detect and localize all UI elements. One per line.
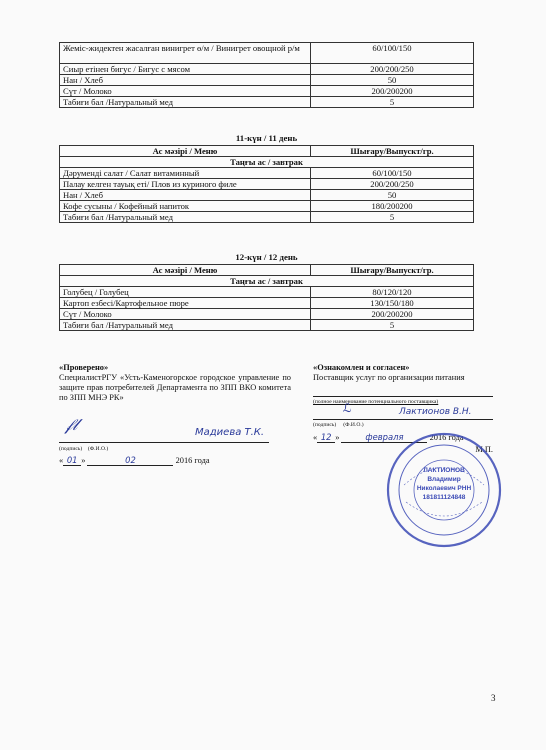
dish-name: Кофе сусыны / Кофейный напиток [60,201,311,212]
table-row [60,212,474,223]
day11-title: 11-күн / 11 день [235,133,298,143]
dish-name: Сүт / Молоко [60,309,311,320]
dish-amount: 200/200/250 [311,64,474,75]
dish-name: Нан / Хлеб [60,75,311,86]
table-row [60,168,474,179]
dish-amount: 130/150/180 [311,298,474,309]
dish-name: Табиғи бал /Натуральный мед [60,97,311,108]
left-signature-line [59,415,291,466]
dish-amount: 50 [311,75,474,86]
left-captions: (подпись) (Ф.И.О.) [59,446,109,452]
day12-menu-table [59,264,474,331]
dish-amount: 180/200200 [311,201,474,212]
right-signature-scribble: ℒ [343,401,352,415]
dish-name: Картоп езбесі/Картофельное пюре [60,298,311,309]
dish-amount: 60/100/150 [311,168,474,179]
table-row [60,298,474,309]
meal-row [60,157,474,168]
left-heading: «Проверено» [59,363,109,372]
meal-row [60,276,474,287]
table-row [60,190,474,201]
right-date: « 12 » февраля 2016 года [313,432,464,442]
right-captions: (подпись) (Ф.И.О.) [313,422,364,428]
meal-label: Таңғы ас / завтрак [60,157,474,168]
table-row [60,64,474,75]
dish-name: Дәрумендi салат / Салат витаминный [60,168,311,179]
table-row [60,43,474,64]
table-row [60,287,474,298]
top-menu-table [59,42,474,108]
col-output-header: Шығару/Выпускт/гр. [311,146,474,157]
dish-amount: 200/200/250 [311,179,474,190]
table-row [60,201,474,212]
table-row [60,179,474,190]
left-handwritten-name: Мадиева Т.К. [195,427,265,438]
dish-amount: 60/100/150 [311,43,474,64]
dish-amount: 5 [311,320,474,331]
col-output-header: Шығару/Выпускт/гр. [311,265,474,276]
dish-amount: 200/200200 [311,86,474,97]
dish-name: Палау келген тауық еті/ Плов из куриного филе [60,179,311,190]
stamp-text: ЛАКТИОНОВ Владимир Николаевич РНН 181811124848 [416,467,472,501]
dish-amount: 5 [311,212,474,223]
day12-title: 12-күн / 12 день [235,252,298,262]
right-heading: «Ознакомлен и согласен» [313,363,410,372]
dish-amount: 80/120/120 [311,287,474,298]
dish-name: Табиғи бал /Натуральный мед [60,212,311,223]
meal-label: Таңғы ас / завтрак [60,276,474,287]
left-date: « 01 » 02 2016 года [59,455,210,465]
right-body: Поставщик услуг по организации питания [313,373,465,382]
right-handwritten-name: Лактионов В.Н. [399,407,472,417]
day11-menu-table [59,145,474,223]
left-signature-block [59,363,291,403]
table-row [60,86,474,97]
dish-name: Жеміс-жидектен жасалған винигрет ө/м / Винигрет овощной р/м [60,43,311,64]
dish-amount: 50 [311,190,474,201]
signature-scribble: 𝒻𝓁 [65,415,78,434]
dish-name: Голубец / Голубец [60,287,311,298]
col-menu-header: Ас мәзірі / Меню [60,146,311,157]
table-row [60,320,474,331]
page-number: 3 [491,693,496,703]
table-row [60,309,474,320]
table-row [60,97,474,108]
right-mp: М.П. [475,445,493,454]
col-menu-header: Ас мәзірі / Меню [60,265,311,276]
dish-name: Нан / Хлеб [60,190,311,201]
right-name-caption: (полное наименование потенциального поставщика) [313,399,439,405]
dish-amount: 200/200200 [311,309,474,320]
dish-name: Табиғи бал /Натуральный мед [60,320,311,331]
dish-name: Сүт / Молоко [60,86,311,97]
table-header-row [60,146,474,157]
table-header-row [60,265,474,276]
left-body: СпециалистРГУ «Усть-Каменогорское городское управление по защите прав потребителей Департамента по ЗПП ВКО комитета по ЗПП МНЭ РК» [59,373,291,402]
dish-amount: 5 [311,97,474,108]
table-row [60,75,474,86]
dish-name: Сиыр етінен бигус / Бигус с мясом [60,64,311,75]
